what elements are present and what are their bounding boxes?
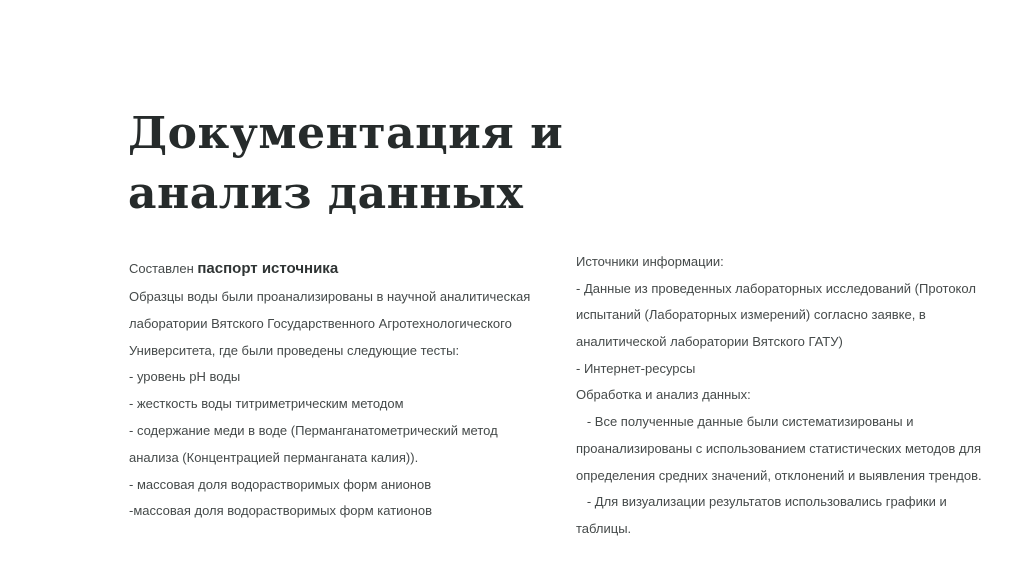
right-text-line: таблицы. — [576, 520, 632, 536]
test-item-anions: - массовая доля водорастворимых форм анионов — [129, 476, 432, 492]
right-text-line: - Данные из проведенных лабораторных исследований (Протокол — [576, 280, 976, 296]
test-item-copper: - содержание меди в воде (Перманганатометрический метод — [129, 422, 498, 438]
right-text-line: испытаний (Лабораторных измерений) согласно заявке, в — [576, 307, 926, 323]
left-text-column — [129, 254, 529, 525]
test-item-cations: -массовая доля водорастворимых форм катионов — [129, 503, 432, 519]
right-text-line: - Все полученные данные были систематизированы и — [576, 414, 914, 430]
left-text-line: Университета, где были проведены следующие тесты: — [129, 342, 460, 358]
slide-title-line-2: анализ данных — [128, 168, 524, 219]
slide-title-line-1: Документация и — [128, 108, 564, 159]
passport-emphasis: паспорт источника — [197, 260, 339, 277]
test-item-ph: - уровень pH воды — [129, 369, 241, 385]
processing-heading: Обработка и анализ данных: — [576, 387, 751, 403]
passport-statement-prefix: Составлен — [129, 261, 198, 276]
right-text-line: проанализированы с использованием статистических методов для — [576, 440, 982, 456]
right-text-line: - Для визуализации результатов использовались графики и — [576, 494, 947, 510]
right-text-line: определения средних значений, отклонений и выявления трендов. — [576, 467, 982, 483]
test-item-copper-cont: анализа (Концентрацией перманганата калия)). — [129, 449, 419, 465]
left-text-line: Образцы воды были проанализированы в научной аналитическая — [129, 289, 531, 304]
passport-statement — [129, 254, 529, 284]
test-item-hardness: - жесткость воды титриметрическим методом — [129, 396, 404, 412]
source-item-internet: - Интернет-ресурсы — [576, 360, 696, 376]
slide-title — [128, 104, 728, 224]
sources-heading: Источники информации: — [576, 254, 724, 269]
left-text-line: лаборатории Вятского Государственного Агротехнологического — [129, 315, 512, 331]
right-text-column — [576, 249, 982, 543]
right-text-line: аналитической лаборатории Вятского ГАТУ) — [576, 334, 843, 350]
